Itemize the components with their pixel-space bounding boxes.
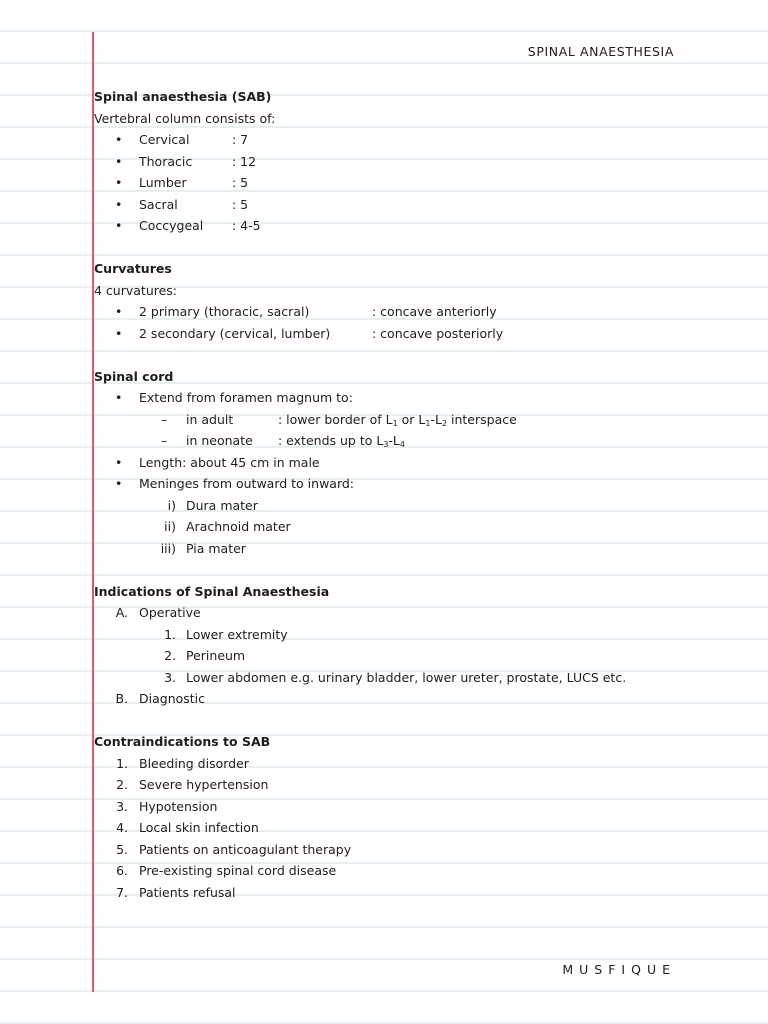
neonate-value: : extends up to L (278, 433, 384, 448)
curvatures-heading: Curvatures (94, 261, 172, 276)
list-item (94, 882, 734, 904)
list-item (94, 839, 734, 861)
list-text: Pia mater (186, 540, 246, 556)
indications-heading: Indications of Spinal Anaesthesia (94, 583, 330, 599)
list-number: ii) (164, 519, 176, 534)
list-item (94, 602, 734, 624)
list-text: Local skin infection (139, 820, 259, 835)
list-number: 6. (116, 863, 128, 878)
spinal-cord-heading: Spinal cord (94, 368, 174, 384)
list-item (94, 215, 734, 237)
adult-value: : lower border of L (278, 411, 393, 427)
list-text: Diagnostic (139, 691, 206, 706)
item-value: : 4-5 (232, 218, 261, 233)
list-item (94, 624, 734, 646)
list-text: Arachnoid mater (186, 519, 291, 534)
subscript: 1 (392, 418, 398, 428)
list-item (94, 409, 734, 431)
list-number: 3. (116, 798, 128, 814)
list-text: Lower extremity (186, 626, 288, 642)
list-text: Bleeding disorder (139, 755, 249, 771)
list-number: 1. (164, 626, 176, 642)
list-item (94, 817, 734, 839)
item-name: Coccygeal (139, 218, 204, 233)
section-curvatures (94, 258, 734, 344)
list-text: Lower abdomen e.g. urinary bladder, lower ureter, prostate, LUCS etc. (186, 669, 627, 685)
subscript: 3 (383, 440, 389, 449)
section-contraindications (94, 731, 734, 903)
list-number: 7. (116, 884, 128, 900)
list-text: Dura mater (186, 497, 258, 513)
list-item (94, 645, 734, 667)
subscript: 1 (425, 418, 431, 428)
list-text: Pre-existing spinal cord disease (139, 863, 337, 878)
list-number: 4. (116, 820, 128, 835)
adult-label: in adult (186, 411, 234, 427)
list-number: 1. (116, 755, 128, 771)
item-value: : concave posteriorly (372, 325, 504, 341)
list-text: Severe hypertension (139, 777, 269, 792)
document-body (94, 86, 734, 925)
list-item (94, 796, 734, 818)
sab-heading: Spinal anaesthesia (SAB) (94, 89, 272, 104)
list-item (94, 774, 734, 796)
list-item (94, 323, 734, 345)
adult-tail: interspace (447, 411, 517, 427)
list-number: 2. (116, 777, 128, 792)
list-item (94, 172, 734, 194)
list-item (94, 430, 734, 452)
neonate-dash: -L (388, 433, 400, 448)
page-footer: MUSFIQUE (562, 962, 676, 977)
list-item (94, 516, 734, 538)
item-name: Thoracic (139, 153, 193, 169)
list-number: 5. (116, 841, 128, 857)
list-item (94, 473, 734, 495)
list-number: A. (115, 605, 128, 620)
list-number: 3. (164, 669, 176, 685)
list-item (94, 194, 734, 216)
item-name: 2 primary (thoracic, sacral) (139, 304, 310, 319)
list-item (94, 129, 734, 151)
list-text: Patients refusal (139, 884, 236, 900)
adult-dash: -L (430, 411, 442, 427)
list-text: Patients on anticoagulant therapy (139, 841, 352, 857)
list-number: 2. (164, 648, 176, 663)
length-text: Length: about 45 cm in male (139, 454, 320, 470)
item-value: : 5 (232, 175, 249, 190)
item-name: Lumber (139, 175, 187, 190)
item-name: Cervical (139, 132, 190, 147)
curvatures-intro: 4 curvatures: (94, 282, 178, 298)
list-item (94, 753, 734, 775)
subscript: 2 (441, 418, 448, 428)
item-value: : concave anteriorly (372, 304, 497, 319)
sab-intro: Vertebral column consists of: (94, 110, 276, 126)
page-header: SPINAL ANAESTHESIA (527, 44, 674, 59)
list-item (94, 387, 734, 409)
item-name: Sacral (139, 196, 178, 212)
meninges-text: Meninges from outward to inward: (139, 476, 355, 491)
list-number: i) (167, 497, 176, 513)
item-value: : 5 (232, 196, 249, 212)
list-item (94, 538, 734, 560)
section-indications (94, 581, 734, 710)
item-value: : 7 (232, 132, 249, 147)
list-item (94, 667, 734, 689)
list-text: Perineum (186, 648, 246, 663)
list-text: Operative (139, 605, 201, 620)
subscript: 4 (399, 440, 405, 449)
list-item (94, 860, 734, 882)
section-spinal-cord (94, 366, 734, 560)
list-item (94, 301, 734, 323)
extend-text: Extend from foramen magnum to: (139, 390, 353, 405)
list-number: B. (115, 691, 128, 706)
list-item (94, 495, 734, 517)
list-item (94, 452, 734, 474)
contraindications-heading: Contraindications to SAB (94, 734, 271, 749)
list-text: Hypotension (139, 798, 218, 814)
adult-or: or L (397, 411, 426, 427)
list-number: iii) (160, 540, 176, 556)
item-name: 2 secondary (cervical, lumber) (139, 325, 331, 341)
neonate-label: in neonate (186, 433, 253, 448)
section-sab (94, 86, 734, 237)
list-item (94, 151, 734, 173)
item-value: : 12 (232, 153, 257, 169)
list-item (94, 688, 734, 710)
